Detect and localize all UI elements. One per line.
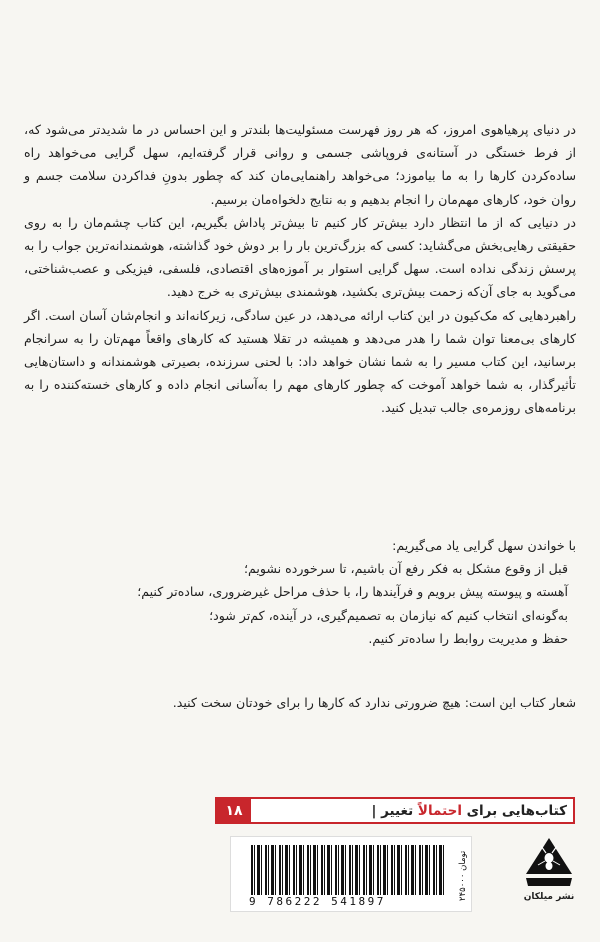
list-item: قبل از وقوع مشکل به فکر رفع آن باشیم، تا سرخورده نشویم؛ [243,561,568,577]
barcode-digits: 9 786222 541897 [249,895,386,908]
list-item: حفظ و مدیریت روابط را ساده‌تر کنیم. [368,630,568,646]
price-label: ۲۴۵۰۰۰ تومان [458,850,468,902]
paragraph-2: در دنیایی که از ما انتظار دارد بیش‌تر کار کنیم تا بیش‌تر پاداش بگیریم، این کتاب چشم‌مان را به روی حقیقتی رهایی‌بخش می‌گشاید: کسی که بزرگ‌ترین بار را بر دوش خود گذاشته، هوشمندانه‌ترین جواب را به پرسش زندگی نداده است. سهل گرایی استوار بر آموزه‌های اقتصادی، فلسفی، فیزیکی و عصب‌شناختی، می‌گوید به جای آن‌که زحمت بیش‌تری بکشید، هوشمندی بیش‌تری به خرج دهید. [24,214,576,300]
series-title [371,803,573,819]
barcode [230,836,472,912]
list-item: آهسته و پیوسته پیش برویم و فرآیندها را، با حذف مراحل غیرضروری، ساده‌تر کنیم؛ [137,584,568,600]
list-item: به‌گونه‌ای انتخاب کنیم که نیازمان به تصمیم‌گیری، در آینده، کم‌تر شود؛ [209,607,568,623]
barcode-bars [251,845,447,895]
publisher-name: نشر میلکان [523,892,575,902]
series-suffix: تغییر [381,802,418,819]
ant-logo-icon [522,836,576,892]
book-slogan: شعار کتاب این است: هیچ ضرورتی ندارد که کارها را برای خودتان سخت کنید. [172,695,576,710]
publisher-logo [522,836,576,910]
description-text [24,118,576,420]
series-accent: احتمالاً [417,802,462,819]
learnings-list [24,534,576,650]
paragraph-3: راهبردهایی که مک‌کیون در این کتاب ارائه می‌دهد، در عین سادگی، زیرکانه‌اند و انجام‌شان آسان است. اگر کارهای بی‌معنا توان شما را هدر می‌دهد و همیشه در تقلا هستید که کارهای واقعاً مهم‌تان را به سرانجام برسانید، این کتاب مسیر را به شما نشان خواهد داد: با لحنی سرزنده، بصیرتی هوشمندانه و داستان‌هایی تأثیرگذار، به شما خواهد آموخت که چطور کارهای مهم را به‌آسانی انجام داده و کارهای خسته‌کننده را به برنامه‌های روزمره‌ی جالب تبدیل کنید. [24,307,576,416]
series-separator: | [371,802,377,819]
series-prefix: کتاب‌هایی برای [461,802,567,819]
series-number: ۱۸ [217,799,251,822]
list-intro: با خواندن سهل گرایی یاد می‌گیریم: [392,538,576,553]
intro-paragraph: در دنیای پرهیاهوی امروز، که هر روز فهرست مسئولیت‌ها بلندتر و این احساس در ما شدیدتر می‌شود که، از فرط خستگی در آستانه‌ی فروپاشی جسمی و روانی قرار گرفته‌ایم، سهل گرایی می‌خواهد راه ساده‌کردن کارها را به ما بیاموزد؛ می‌خواهد راهنمایی‌مان کند که چطور بدونِ فداکردن سلامت جسم و روان خود، کارهای مهم‌مان را انجام بدهیم و به نتایج دلخواه‌مان برسیم. [24,122,576,207]
series-banner [215,797,575,824]
